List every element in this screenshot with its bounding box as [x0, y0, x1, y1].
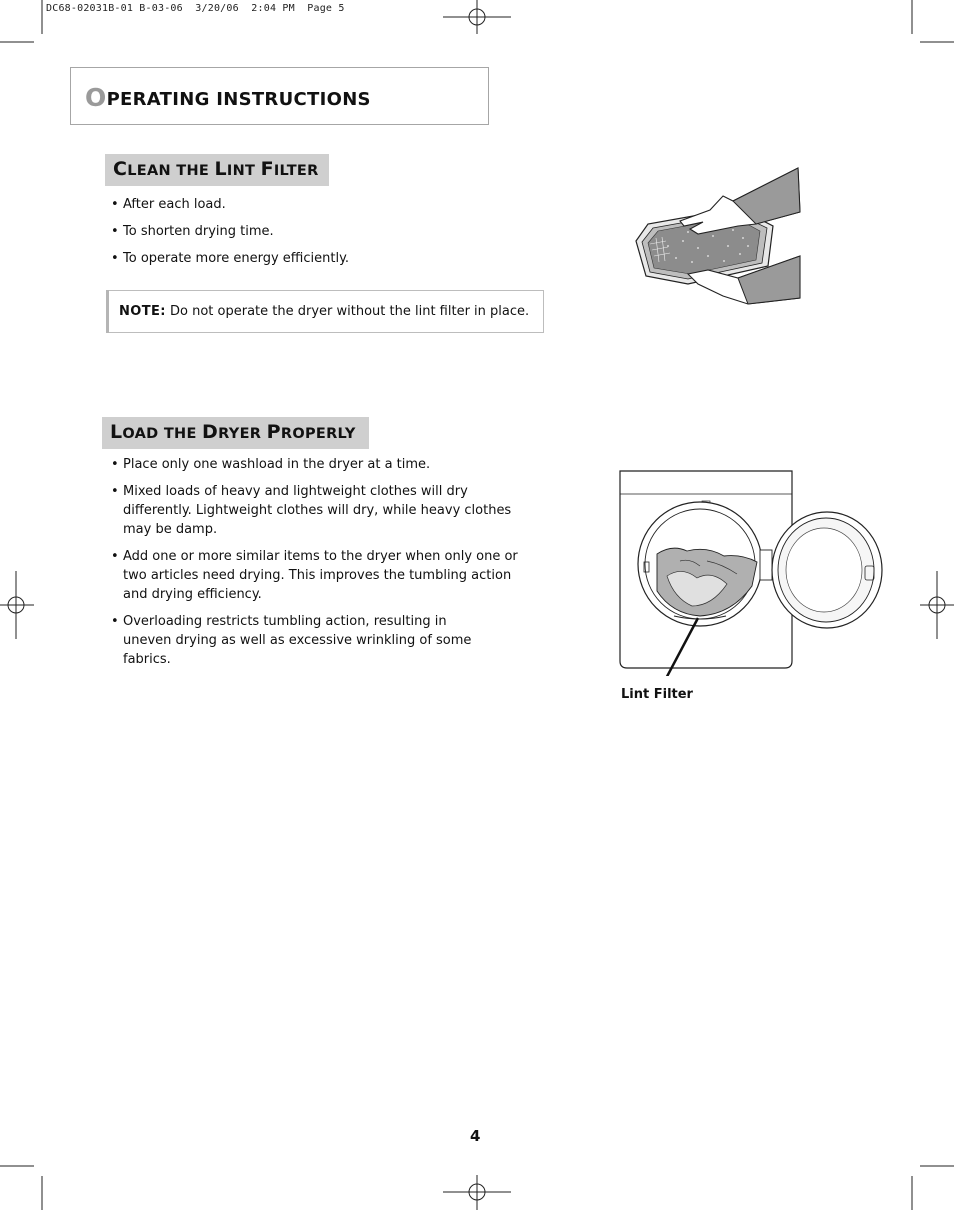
lint-filter-label: Lint Filter: [621, 687, 693, 702]
print-header: DC68-02031B-01 B-03-06 3/20/06 2:04 PM Page 5: [46, 3, 345, 14]
crop-mark-icon: [0, 0, 42, 42]
list-item: • Add one or more similar items to the dryer when only one or two articles need drying. This improves the tumbling action and drying efficiency.: [108, 547, 518, 604]
list-item: • Overloading restricts tumbling action, resulting in uneven drying as well as excessive wrinkling of some fabrics.: [108, 612, 498, 669]
registration-mark-icon: [443, 0, 511, 34]
page-number: 4: [470, 1127, 481, 1145]
note-box: [106, 290, 544, 333]
list-item: • Mixed loads of heavy and lightweight clothes will dry differently. Lightweight clothes will dry, while heavy clothes may be damp.: [108, 482, 538, 539]
page-title: OPERATING INSTRUCTIONS: [85, 83, 371, 112]
section-heading-load-dryer-properly: LOAD THE DRYER PROPERLY: [102, 417, 369, 449]
section-heading-clean-lint-filter: CLEAN THE LINT FILTER: [105, 154, 329, 186]
crop-mark-icon: [912, 1166, 954, 1210]
registration-mark-icon: [0, 571, 34, 639]
load-dryer-bullet-list: [108, 455, 538, 677]
crop-mark-icon: [912, 0, 954, 42]
registration-mark-icon: [920, 571, 954, 639]
list-item: • To shorten drying time.: [108, 222, 538, 241]
list-item: • After each load.: [108, 195, 538, 214]
note-label: NOTE:: [119, 304, 166, 319]
list-item: • To operate more energy efficiently.: [108, 249, 538, 268]
lint-filter-bullet-list: [108, 195, 538, 276]
lint-filter-illustration: [628, 166, 803, 316]
page-title-box: [70, 67, 489, 125]
list-item: • Place only one washload in the dryer at a time.: [108, 455, 538, 474]
dryer-illustration: [612, 466, 888, 676]
registration-mark-icon: [443, 1175, 511, 1210]
note-text: NOTE: Do not operate the dryer without the lint filter in place.: [119, 304, 530, 319]
crop-mark-icon: [0, 1166, 42, 1210]
